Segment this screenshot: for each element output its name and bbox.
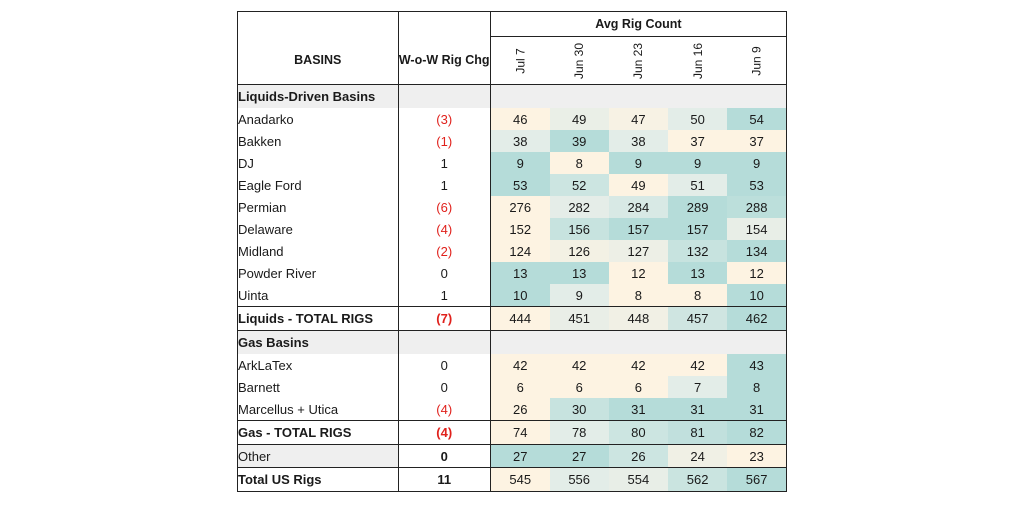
date-header xyxy=(668,37,727,85)
rig-count-cell: 288 xyxy=(727,196,786,218)
rig-count-cell: 9 xyxy=(727,152,786,174)
date-header xyxy=(490,37,549,85)
table-row xyxy=(238,218,787,240)
rig-count-cell: 13 xyxy=(490,262,549,284)
rig-count-cell: 457 xyxy=(668,307,727,331)
basin-label: Uinta xyxy=(238,284,399,307)
avg-rig-count-header: Avg Rig Count xyxy=(490,12,786,37)
rig-count-cell: 444 xyxy=(490,307,549,331)
rig-count-cell: 7 xyxy=(668,376,727,398)
rig-count-cell: 134 xyxy=(727,240,786,262)
rig-count-cell: 562 xyxy=(668,468,727,492)
total-row xyxy=(238,421,787,445)
section-blank-values xyxy=(490,331,786,355)
date-header xyxy=(727,37,786,85)
rig-count-cell: 448 xyxy=(609,307,668,331)
rig-count-cell: 81 xyxy=(668,421,727,445)
rig-count-cell: 6 xyxy=(550,376,609,398)
basin-label: Delaware xyxy=(238,218,399,240)
rig-count-cell: 6 xyxy=(490,376,549,398)
section-row xyxy=(238,85,787,109)
basin-label: Barnett xyxy=(238,376,399,398)
rig-count-cell: 37 xyxy=(727,130,786,152)
basin-label: DJ xyxy=(238,152,399,174)
wow-change-value: (7) xyxy=(398,307,490,331)
rig-count-cell: 556 xyxy=(550,468,609,492)
rig-count-cell: 9 xyxy=(609,152,668,174)
basin-label: Eagle Ford xyxy=(238,174,399,196)
wow-change-header: W-o-W Rig Chg xyxy=(398,37,490,85)
basin-label: Marcellus + Utica xyxy=(238,398,399,421)
rig-count-cell: 127 xyxy=(609,240,668,262)
section-blank xyxy=(398,85,490,109)
rig-count-cell: 13 xyxy=(668,262,727,284)
table-row xyxy=(238,240,787,262)
basin-label: Midland xyxy=(238,240,399,262)
rig-count-cell: 80 xyxy=(609,421,668,445)
table-row xyxy=(238,284,787,307)
rig-count-cell: 132 xyxy=(668,240,727,262)
basin-label: ArkLaTex xyxy=(238,354,399,376)
rig-count-cell: 276 xyxy=(490,196,549,218)
wow-change-value: (4) xyxy=(398,218,490,240)
rig-count-cell: 8 xyxy=(609,284,668,307)
wow-change-value: 0 xyxy=(398,354,490,376)
rig-count-cell: 10 xyxy=(727,284,786,307)
basin-label: Bakken xyxy=(238,130,399,152)
date-header xyxy=(550,37,609,85)
wow-change-value: 0 xyxy=(398,262,490,284)
basin-label: Total US Rigs xyxy=(238,468,399,492)
rig-count-cell: 49 xyxy=(609,174,668,196)
wow-change-value: (4) xyxy=(398,421,490,445)
rig-count-cell: 38 xyxy=(490,130,549,152)
section-blank xyxy=(398,331,490,355)
date-header xyxy=(609,37,668,85)
rig-count-cell: 37 xyxy=(668,130,727,152)
date-label: Jun 16 xyxy=(690,42,705,80)
rig-count-cell: 545 xyxy=(490,468,549,492)
rig-count-cell: 126 xyxy=(550,240,609,262)
rig-count-cell: 27 xyxy=(550,445,609,468)
rig-count-cell: 46 xyxy=(490,108,549,130)
wow-change-value: 11 xyxy=(398,468,490,492)
rig-count-cell: 43 xyxy=(727,354,786,376)
section-label: Gas Basins xyxy=(238,331,399,355)
basin-label: Other xyxy=(238,445,399,468)
rig-count-cell: 30 xyxy=(550,398,609,421)
rig-count-cell: 24 xyxy=(668,445,727,468)
rig-count-cell: 124 xyxy=(490,240,549,262)
header-blank-wow xyxy=(398,12,490,37)
rig-count-cell: 462 xyxy=(727,307,786,331)
rig-count-cell: 9 xyxy=(490,152,549,174)
rig-count-cell: 152 xyxy=(490,218,549,240)
rig-count-cell: 289 xyxy=(668,196,727,218)
section-row xyxy=(238,331,787,355)
rig-count-cell: 451 xyxy=(550,307,609,331)
rig-count-cell: 31 xyxy=(609,398,668,421)
table-row xyxy=(238,262,787,284)
wow-change-value: (4) xyxy=(398,398,490,421)
rig-count-cell: 23 xyxy=(727,445,786,468)
rig-count-cell: 31 xyxy=(727,398,786,421)
rig-count-cell: 12 xyxy=(727,262,786,284)
wow-change-value: 1 xyxy=(398,174,490,196)
rig-count-cell: 78 xyxy=(550,421,609,445)
rig-count-cell: 8 xyxy=(550,152,609,174)
rig-count-cell: 51 xyxy=(668,174,727,196)
wow-change-value: (6) xyxy=(398,196,490,218)
rig-count-cell: 154 xyxy=(727,218,786,240)
rig-count-cell: 52 xyxy=(550,174,609,196)
table-row xyxy=(238,130,787,152)
rig-count-cell: 82 xyxy=(727,421,786,445)
section-blank-values xyxy=(490,85,786,109)
rig-count-cell: 26 xyxy=(609,445,668,468)
rig-count-cell: 157 xyxy=(609,218,668,240)
total-row xyxy=(238,307,787,331)
date-label: Jun 30 xyxy=(572,42,587,80)
rig-count-cell: 8 xyxy=(727,376,786,398)
wow-change-value: 1 xyxy=(398,152,490,174)
rig-count-cell: 42 xyxy=(668,354,727,376)
table-row xyxy=(238,354,787,376)
basin-label: Liquids - TOTAL RIGS xyxy=(238,307,399,331)
rig-count-cell: 31 xyxy=(668,398,727,421)
rig-count-cell: 53 xyxy=(490,174,549,196)
wow-change-value: (2) xyxy=(398,240,490,262)
rig-count-cell: 9 xyxy=(550,284,609,307)
rig-count-cell: 50 xyxy=(668,108,727,130)
wow-change-value: 0 xyxy=(398,376,490,398)
table-row xyxy=(238,108,787,130)
rig-count-cell: 554 xyxy=(609,468,668,492)
rig-count-cell: 8 xyxy=(668,284,727,307)
rig-count-cell: 13 xyxy=(550,262,609,284)
basin-label: Powder River xyxy=(238,262,399,284)
rig-count-cell: 284 xyxy=(609,196,668,218)
rig-count-cell: 54 xyxy=(727,108,786,130)
date-label: Jul 7 xyxy=(513,48,528,74)
table-row xyxy=(238,398,787,421)
rig-count-cell: 6 xyxy=(609,376,668,398)
wow-change-value: 1 xyxy=(398,284,490,307)
rig-count-cell: 26 xyxy=(490,398,549,421)
section-label: Liquids-Driven Basins xyxy=(238,85,399,109)
rig-count-cell: 567 xyxy=(727,468,786,492)
rig-count-cell: 156 xyxy=(550,218,609,240)
rig-count-cell: 39 xyxy=(550,130,609,152)
rig-count-cell: 12 xyxy=(609,262,668,284)
rig-count-cell: 157 xyxy=(668,218,727,240)
table-row xyxy=(238,152,787,174)
basin-label: Anadarko xyxy=(238,108,399,130)
rig-count-cell: 42 xyxy=(550,354,609,376)
rig-count-cell: 53 xyxy=(727,174,786,196)
table-body xyxy=(238,85,787,492)
basin-label: Permian xyxy=(238,196,399,218)
wow-change-value: (1) xyxy=(398,130,490,152)
table-row xyxy=(238,174,787,196)
basins-header: BASINS xyxy=(238,37,399,85)
basin-label: Gas - TOTAL RIGS xyxy=(238,421,399,445)
rig-count-cell: 38 xyxy=(609,130,668,152)
rig-count-cell: 74 xyxy=(490,421,549,445)
date-label: Jun 23 xyxy=(631,42,646,80)
header-blank-basins xyxy=(238,12,399,37)
rig-count-cell: 49 xyxy=(550,108,609,130)
rig-count-cell: 10 xyxy=(490,284,549,307)
rig-count-cell: 282 xyxy=(550,196,609,218)
wow-change-value: (3) xyxy=(398,108,490,130)
other-row xyxy=(238,445,787,468)
rig-count-cell: 9 xyxy=(668,152,727,174)
total-row xyxy=(238,468,787,492)
rig-count-cell: 42 xyxy=(490,354,549,376)
table-row xyxy=(238,196,787,218)
rig-count-table xyxy=(237,11,787,492)
table-row xyxy=(238,376,787,398)
rig-count-cell: 42 xyxy=(609,354,668,376)
rig-count-cell: 47 xyxy=(609,108,668,130)
date-label: Jun 9 xyxy=(749,46,764,76)
wow-change-value: 0 xyxy=(398,445,490,468)
rig-count-cell: 27 xyxy=(490,445,549,468)
